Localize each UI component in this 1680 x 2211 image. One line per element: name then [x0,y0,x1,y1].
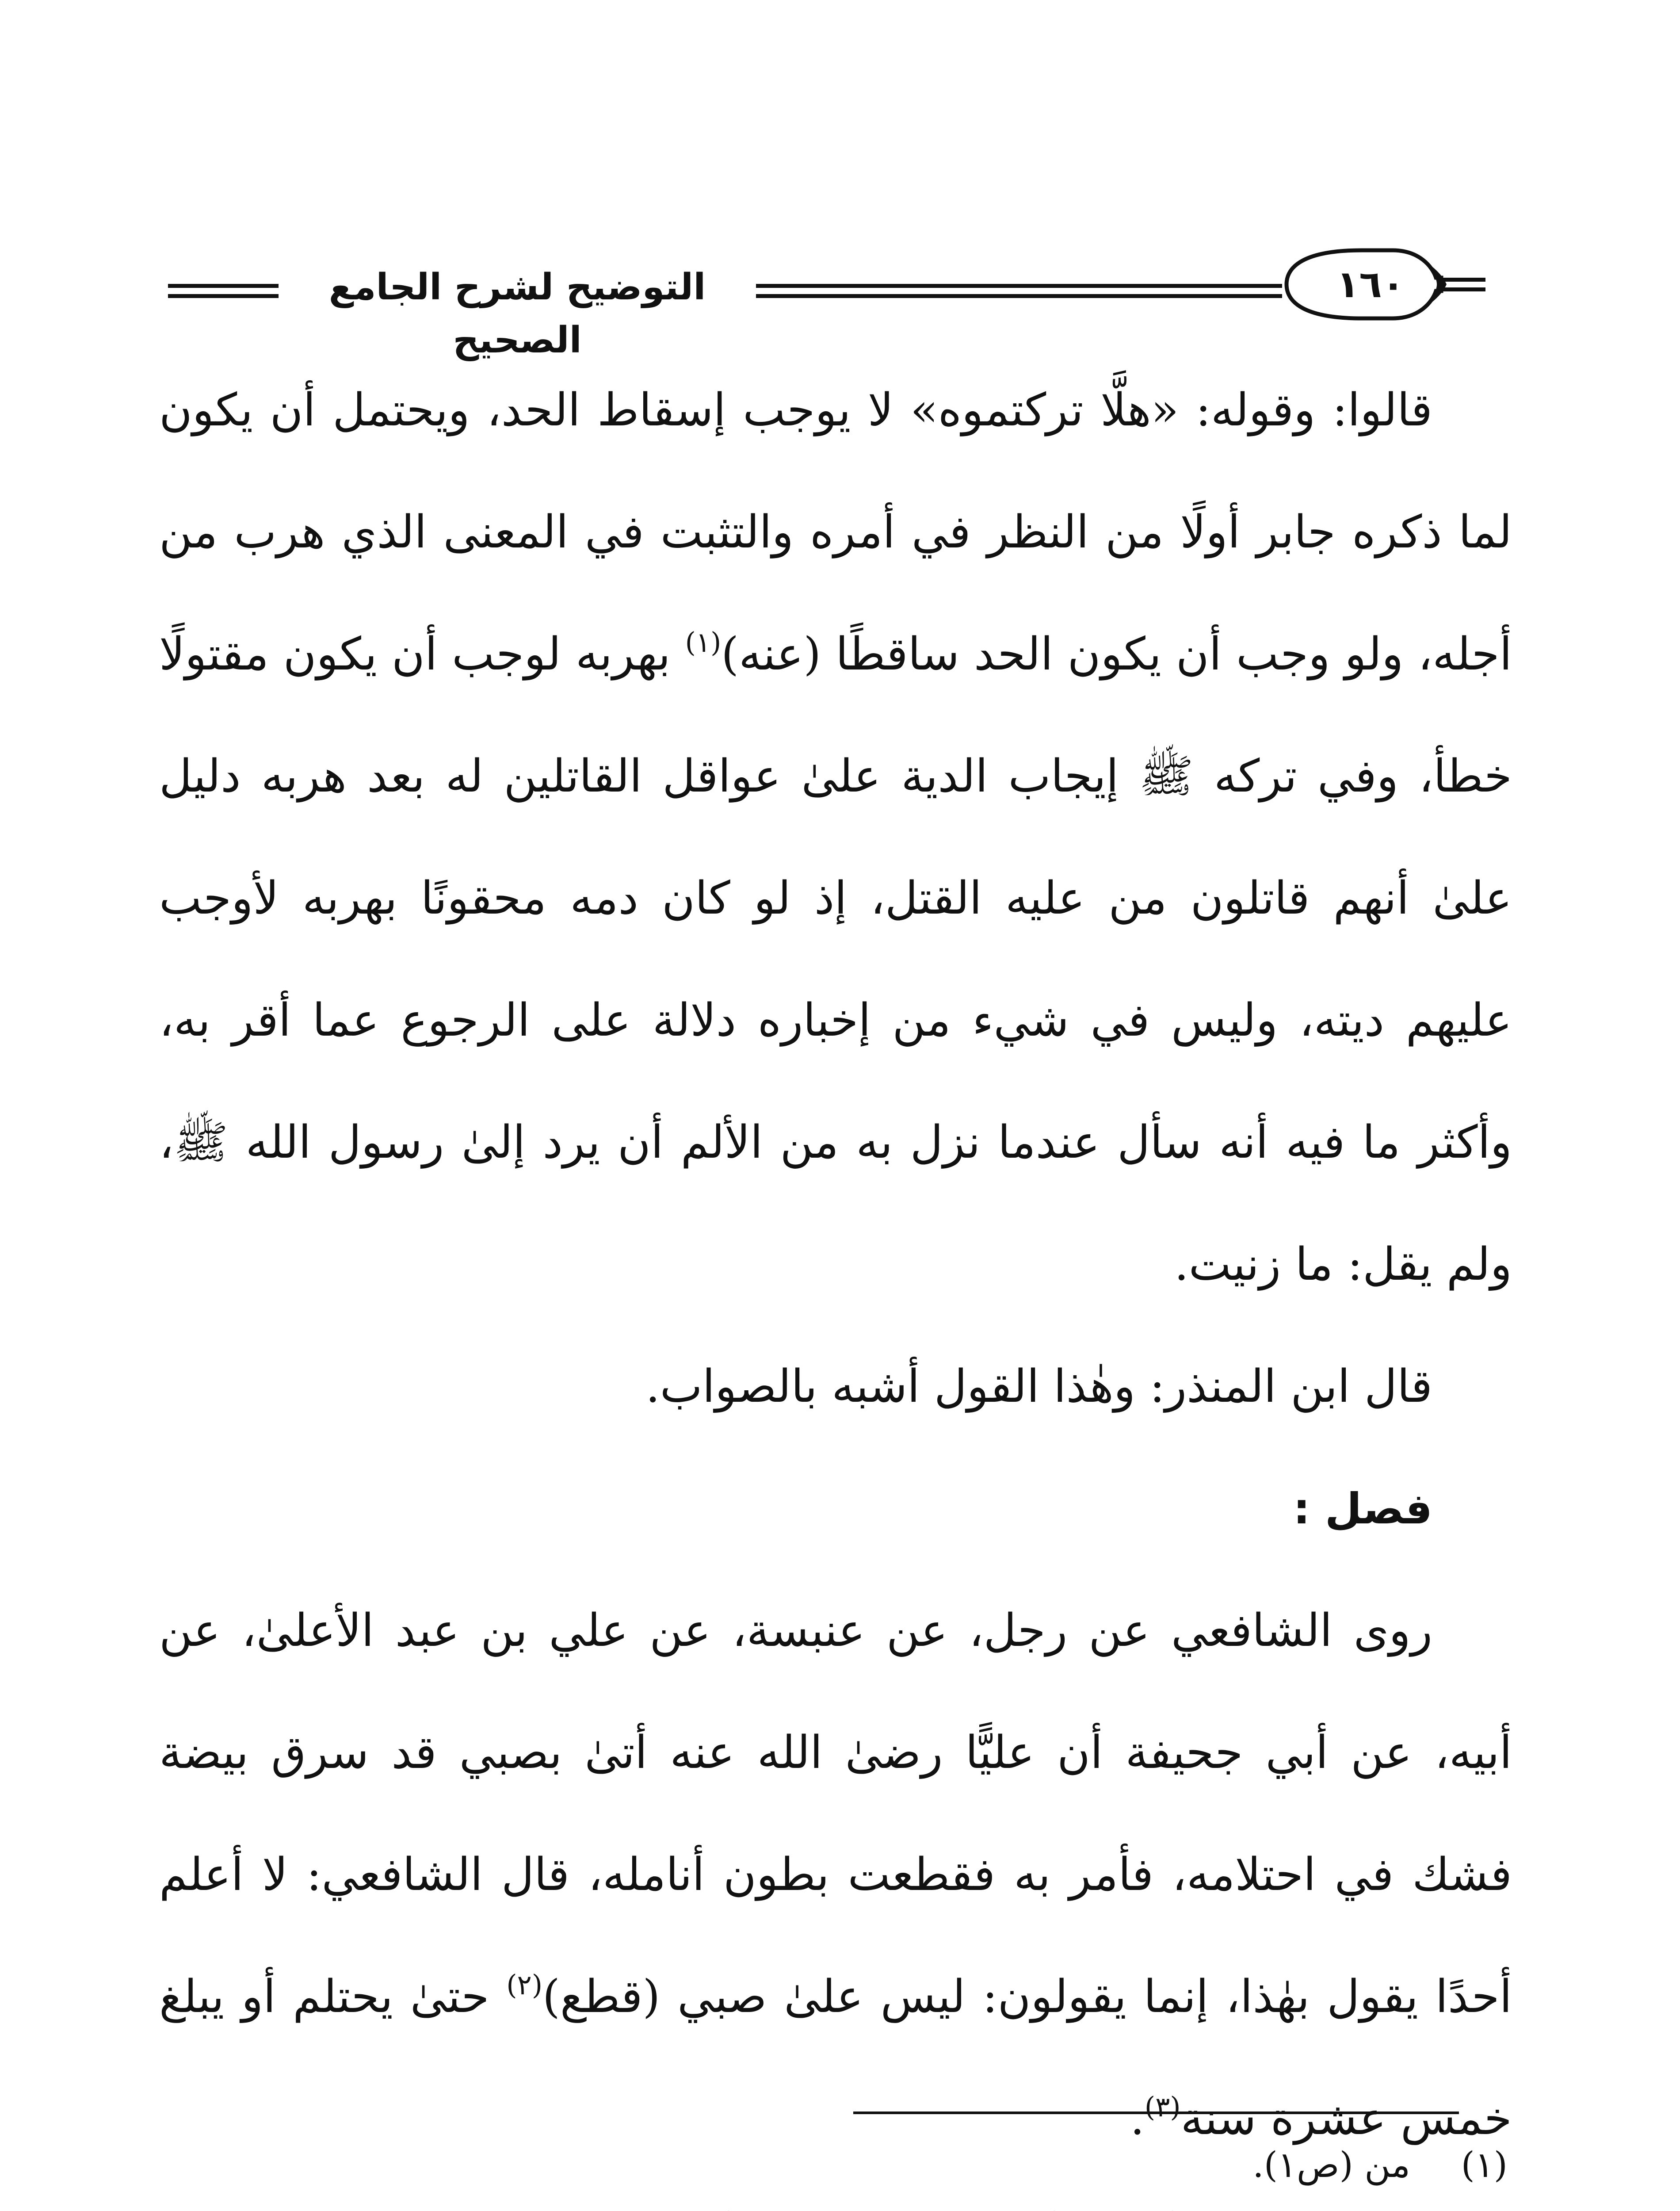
text-run: قال ابن المنذر: وهٰذا القول أشبه بالصواب. [645,1360,1432,1413]
footnotes [159,2127,1512,2211]
footnote-text: من (ص١). [1252,2144,1410,2185]
header-rule-left [168,284,279,288]
footnote-text [1252,2203,1410,2211]
paragraph-p3 [159,1570,1512,2180]
footnote-number: (١) [1461,2144,1508,2185]
footnote-number [1410,2203,1512,2211]
footnote-ref: (٢) [506,1969,543,2001]
paragraph-p1 [159,349,1512,1326]
footnote-ref: (١) [685,626,722,658]
running-header [168,234,1512,361]
section-heading: فصل : [1293,1484,1432,1534]
paragraph-p2 [159,1326,1512,1448]
footnote-ref: (٣) [1144,2091,1181,2123]
footnote-item [159,2203,1512,2211]
text-run: بهربه لوجب أن يكون مقتولًا خطأ، وفي تركه ﷺ إيجاب الدية علىٰ عواقل القاتلين له بعد هربه دليل علىٰ أنهم قاتلون من عليه القتل، إذ لو كان دمه محقونًا بهربه لأوجب عليهم ديته، وليس في شيء من إخباره دلالة على الرجوع عما أقر به، وأكثر ما فيه أنه سأل عندما نزل به من الألم أن يرد إلىٰ رسول الله ﷺ، ولم يقل: ما زنيت. [159,628,1512,1291]
page-number-badge [1282,247,1485,322]
main-text [159,349,1512,2211]
footnote-item [159,2127,1512,2203]
text-run: قالوا: وقوله: «هلَّا تركتموه» لا يوجب إسقاط الحد، ويحتمل أن يكون لما ذكره جابر أولًا من النظر في أمره والتثبت في المعنى الذي هرب من أجله، ولو وجب أن يكون الحد ساقطًا (عنه) [159,384,1512,681]
text-run: . [1130,2092,1145,2145]
footnote-separator [853,2112,1459,2114]
text-run: روى الشافعي عن رجل، عن عنبسة، عن علي بن عبد الأعلىٰ، عن أبيه، عن أبي جحيفة أن عليًّا رضىٰ الله عنه أتىٰ بصبي قد سرق بيضة فشك في احتلامه، فأمر به فقطعت بطون أنامله، قال الشافعي: لا أعلم أحدًا يقول بهٰذا، إنما يقولون: ليس علىٰ صبي (قطع) [159,1604,1512,2023]
book-title: التوضيح لشرح الجامع الصحيح [328,266,706,361]
header-rule-middle [756,284,1282,288]
page-number: ١٦٠ [1336,263,1405,306]
text-run: حتىٰ يحتلم أو يبلغ خمس عشرة سنة [159,1970,1512,2145]
